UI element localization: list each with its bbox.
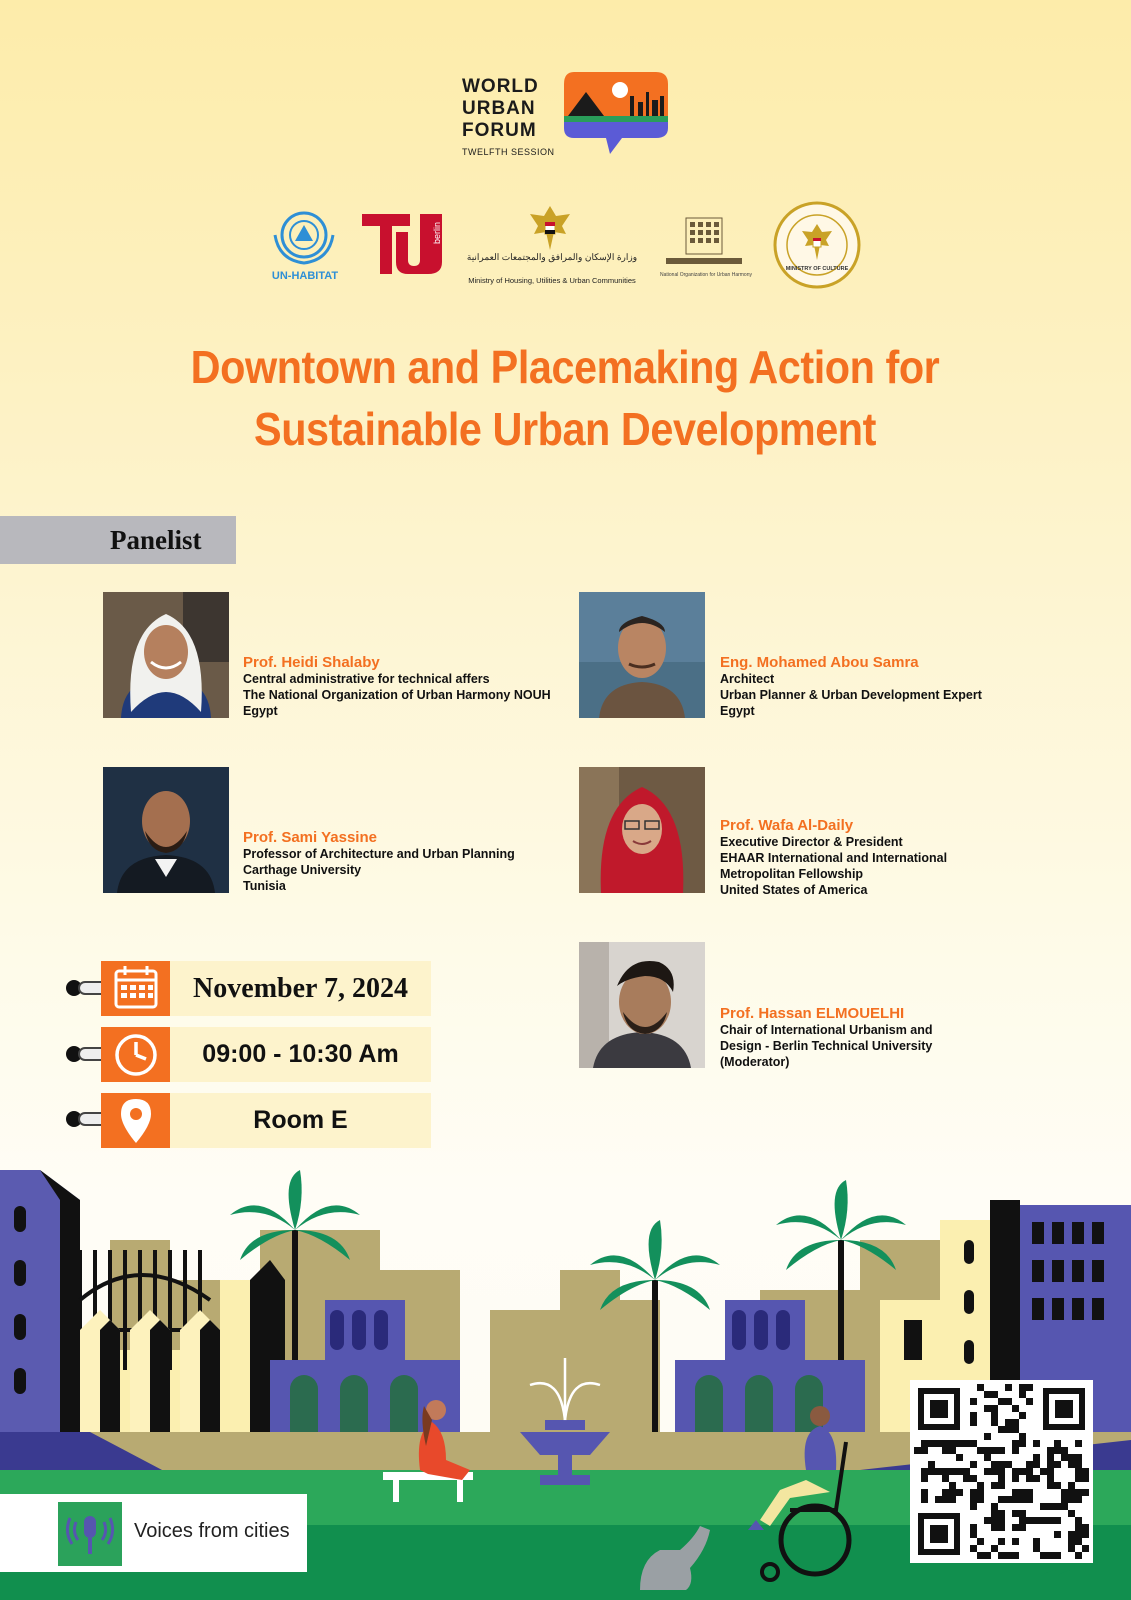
panelist-detail: Central administrative for technical affers (243, 672, 490, 686)
panelist-photo (103, 592, 229, 718)
panelist-detail: Professor of Architecture and Urban Planning (243, 847, 515, 861)
portrait-wafa-al-daily (579, 767, 705, 893)
voices-from-cities-label: Voices from cities (134, 1520, 290, 1542)
location-pin-icon (101, 1093, 170, 1148)
event-time-box (101, 1027, 431, 1082)
ministry-of-culture-seal-icon (772, 200, 862, 290)
panelist-detail: Egypt (720, 704, 755, 718)
panelist-card-1 (243, 654, 573, 719)
panelist-photo (579, 592, 705, 718)
event-date-box (101, 961, 431, 1016)
panelist-detail: EHAAR International and International (720, 851, 948, 865)
qr-code-pattern (910, 1380, 1093, 1563)
panelist-photo (579, 942, 705, 1068)
panelist-detail: United States of America (720, 883, 868, 897)
panelist-name: Eng. Mohamed Abou Samra (720, 654, 919, 671)
egypt-eagle-emblem-icon (526, 204, 574, 252)
ministry-arabic-name: وزارة الإسكان والمرافق والمجتمعات العمرانية (466, 252, 638, 262)
voices-from-cities-badge (0, 1494, 307, 1572)
panelist-name: Prof. Sami Yassine (243, 829, 377, 846)
nouh-english-name: National Organization for Urban Harmony (660, 272, 752, 278)
panelist-name: Prof. Heidi Shalaby (243, 654, 380, 671)
panelist-detail: Egypt (243, 704, 278, 718)
qr-code[interactable] (910, 1380, 1093, 1563)
portrait-hassan-elmouelhi (579, 942, 705, 1068)
event-room-box (101, 1093, 431, 1148)
panelist-photo (579, 767, 705, 893)
panelist-card-4 (720, 817, 1050, 898)
un-habitat-emblem-icon (265, 205, 343, 269)
panelist-detail: (Moderator) (720, 1055, 790, 1069)
title-line-1: Downtown and Placemaking Action for (190, 341, 940, 393)
event-room: Room E (253, 1106, 348, 1134)
panelist-name: Prof. Wafa Al-Daily (720, 817, 854, 834)
logo-line-urban: URBAN (462, 98, 536, 119)
panelist-photo (103, 767, 229, 893)
nouh-logo-icon (662, 208, 746, 270)
panelist-card-5 (720, 1005, 1050, 1070)
un-habitat-label: UN-HABITAT (271, 270, 339, 282)
panelist-detail: The National Organization of Urban Harmony NOUH (243, 688, 551, 702)
panelist-detail: Tunisia (243, 879, 286, 893)
wuf-logo-mark-icon (560, 66, 672, 158)
wuf-logo-text (462, 76, 539, 142)
panelist-detail: Chair of International Urbanism and (720, 1023, 933, 1037)
portrait-mohamed-abou-samra (579, 592, 705, 718)
tu-berlin-label: berlin (432, 221, 443, 245)
panelist-detail: Metropolitan Fellowship (720, 867, 864, 881)
panelist-card-3 (243, 829, 573, 894)
panelist-detail: Executive Director & President (720, 835, 903, 849)
ministry-english-name: Ministry of Housing, Utilities & Urban Communities (468, 276, 636, 285)
panelist-detail: Carthage University (243, 863, 362, 877)
panelist-name: Prof. Hassan ELMOUELHI (720, 1005, 905, 1022)
portrait-heidi-shalaby (103, 592, 229, 718)
panelist-detail: Architect (720, 672, 775, 686)
portrait-sami-yassine (103, 767, 229, 893)
event-title (111, 336, 1020, 460)
title-line-2: Sustainable Urban Development (254, 403, 876, 455)
logo-subtitle: TWELFTH SESSION (462, 147, 555, 157)
calendar-icon (101, 961, 170, 1016)
ministry-of-culture-label: MINISTRY OF CULTURE (785, 266, 849, 272)
panelist-detail: Urban Planner & Urban Development Expert (720, 688, 982, 702)
podcast-icon (58, 1502, 122, 1566)
event-date: November 7, 2024 (193, 973, 408, 1004)
panelist-heading: Panelist (0, 516, 236, 564)
logo-line-forum: FORUM (462, 120, 537, 141)
logo-line-world: WORLD (462, 76, 539, 97)
panelist-detail: Design - Berlin Technical University (720, 1039, 933, 1053)
event-time: 09:00 - 10:30 Am (202, 1040, 399, 1068)
panelist-card-2 (720, 654, 1050, 719)
clock-icon (101, 1027, 170, 1082)
